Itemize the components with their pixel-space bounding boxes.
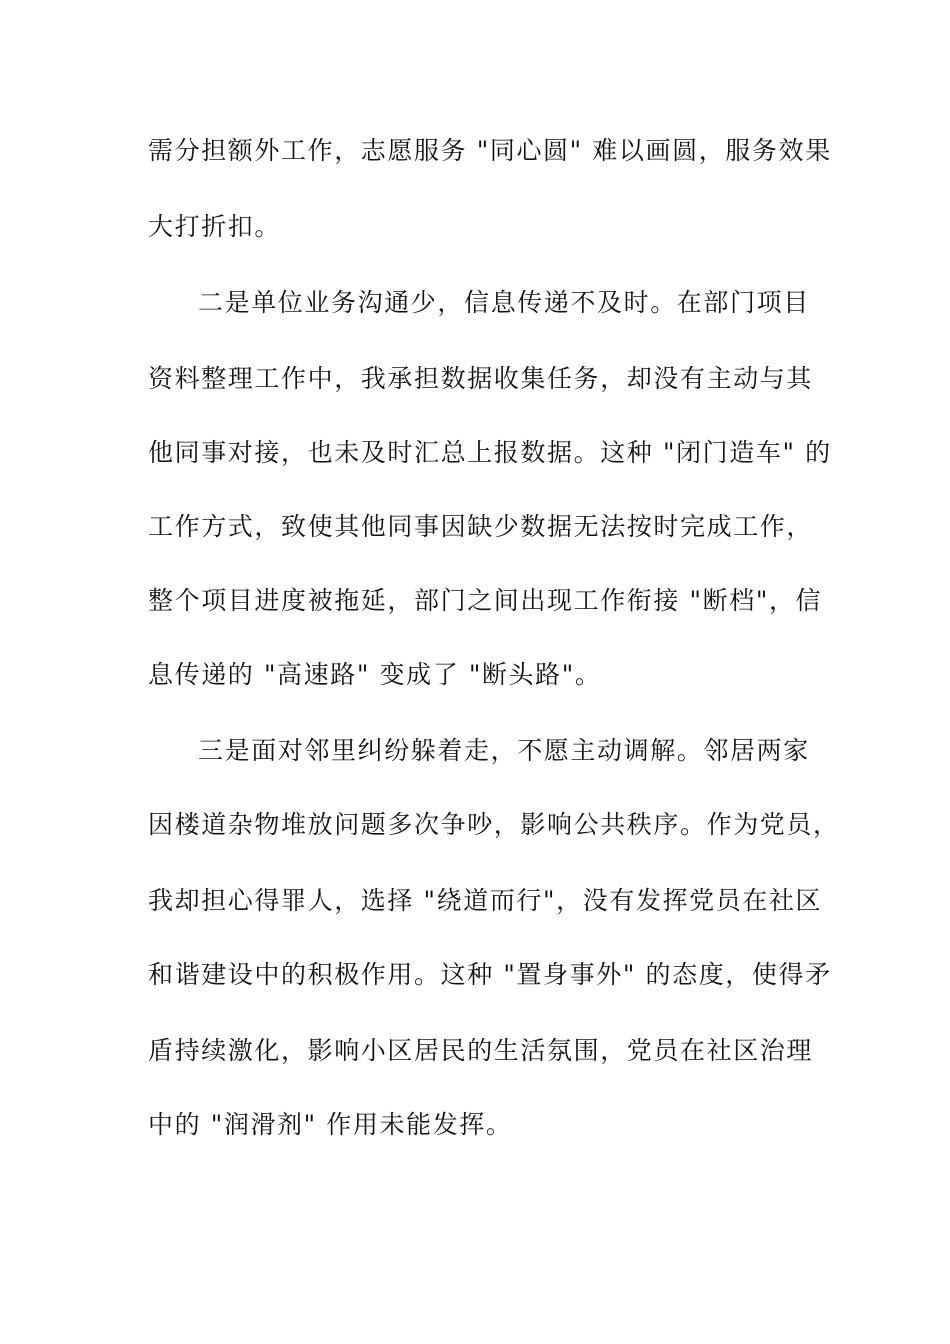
text-line: 中的 "润滑剂" 作用未能发挥。 (148, 1110, 513, 1139)
text-line: 工作方式，致使其他同事因缺少数据无法按时完成工作， (148, 512, 814, 541)
text-line: 整个项目进度被拖延，部门之间出现工作衔接 "断档"，信 (148, 586, 823, 615)
text-line: 盾持续激化，影响小区居民的生活氛围，党员在社区治理 (148, 1036, 814, 1065)
text-line: 需分担额外工作，志愿服务 "同心圆" 难以画圆，服务效果 (148, 136, 832, 165)
text-line: 和谐建设中的积极作用。这种 "置身事外" 的态度，使得矛 (148, 960, 832, 989)
text-line: 大打折扣。 (148, 212, 282, 241)
text-line: 我却担心得罪人，选择 "绕道而行"，没有发挥党员在社区 (148, 886, 823, 915)
text-line: 因楼道杂物堆放问题多次争吵，影响公共秩序。作为党员， (148, 810, 840, 839)
text-line: 二是单位业务沟通少，信息传递不及时。在部门项目 (198, 288, 810, 317)
text-line: 三是面对邻里纠纷躲着走，不愿主动调解。邻居两家 (198, 736, 810, 765)
text-line: 资料整理工作中，我承担数据收集任务，却没有主动与其 (148, 364, 814, 393)
text-line: 息传递的 "高速路" 变成了 "断头路"。 (148, 660, 602, 689)
text-line: 他同事对接，也未及时汇总上报数据。这种 "闭门造车" 的 (148, 438, 832, 467)
